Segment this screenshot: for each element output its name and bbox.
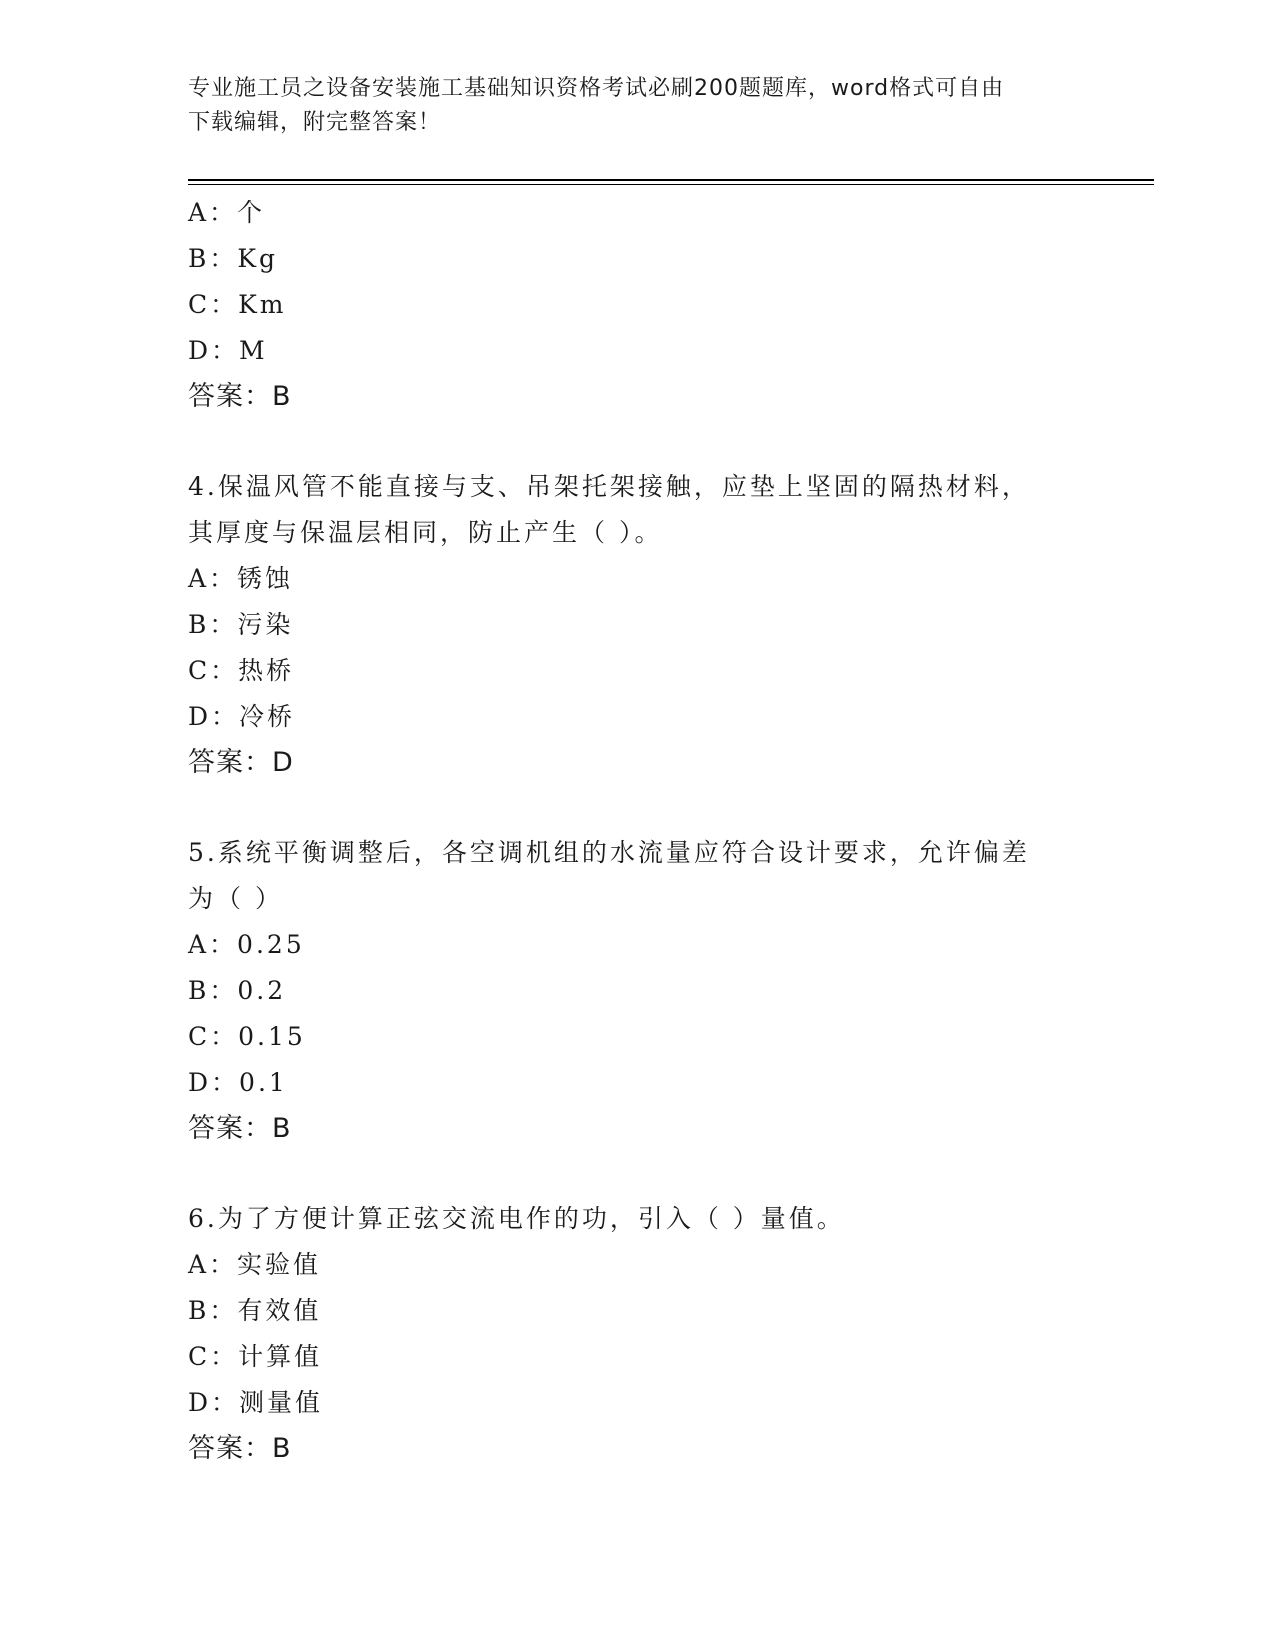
question-list <box>188 190 1088 1472</box>
option-a: A：个 <box>188 198 266 227</box>
question-text-line-1: 4.保温风管不能直接与支、吊架托架接触，应垫上坚固的隔热材料， <box>188 472 1030 501</box>
header-rule-thin <box>188 184 1154 185</box>
option-c: C：计算值 <box>188 1342 323 1371</box>
option-d: D：冷桥 <box>188 702 296 731</box>
option-d: D：测量值 <box>188 1388 324 1417</box>
header-line-1: 专业施工员之设备安装施工基础知识资格考试必刷200题题库，word格式可自由 <box>188 76 1005 101</box>
option-a: A：实验值 <box>188 1250 322 1279</box>
option-b: B：0.2 <box>188 976 287 1005</box>
answer: 答案：B <box>188 1433 292 1464</box>
question-text-line-1: 6.为了方便计算正弦交流电作的功，引入（ ）量值。 <box>188 1204 845 1233</box>
document-header <box>188 72 1088 140</box>
question-4 <box>188 464 1088 786</box>
question-text-line-2: 为（ ） <box>188 884 283 913</box>
answer: 答案：D <box>188 747 294 778</box>
question-5 <box>188 830 1088 1152</box>
option-b: B：污染 <box>188 610 294 639</box>
option-a: A：0.25 <box>188 930 305 959</box>
option-d: D：M <box>188 336 268 365</box>
option-a: A：锈蚀 <box>188 564 294 593</box>
answer: 答案：B <box>188 1113 292 1144</box>
option-c: C：热桥 <box>188 656 295 685</box>
option-b: B：有效值 <box>188 1296 322 1325</box>
option-c: C：Km <box>188 290 287 319</box>
question-text-line-2: 其厚度与保温层相同，防止产生（ ）。 <box>188 518 663 547</box>
question-3 <box>188 190 1088 420</box>
question-6 <box>188 1196 1088 1472</box>
header-line-2: 下载编辑，附完整答案！ <box>188 110 442 135</box>
option-d: D：0.1 <box>188 1068 288 1097</box>
question-text-line-1: 5.系统平衡调整后，各空调机组的水流量应符合设计要求，允许偏差 <box>188 838 1030 867</box>
answer: 答案：B <box>188 381 292 412</box>
header-rule-thick <box>188 179 1154 181</box>
option-c: C：0.15 <box>188 1022 306 1051</box>
option-b: B：Kg <box>188 244 279 273</box>
